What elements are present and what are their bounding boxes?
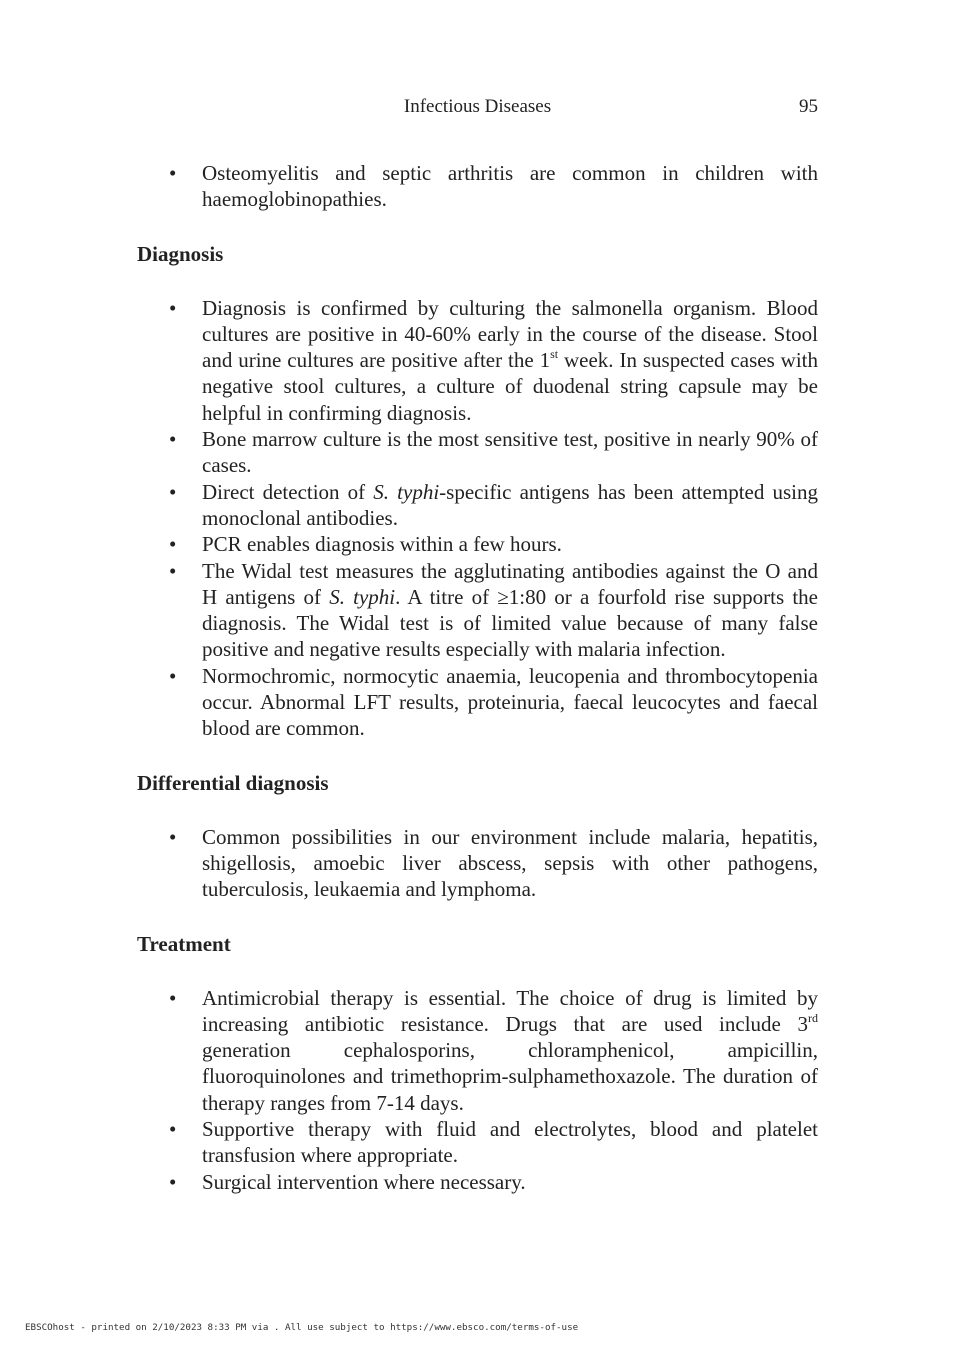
- text-run: week. In suspected cases with negative stool cultures, a culture of duodenal string capsule may be helpful in confirming diagnosis.: [202, 348, 818, 425]
- text-run: generation cephalosporins, chloramphenicol, ampicillin, fluoroquinolones and trimethoprim-sulphamethoxazole. The duration of therapy ranges from 7-14 days.: [202, 1038, 818, 1115]
- page-number: 95: [799, 96, 818, 117]
- list-item: [137, 295, 818, 426]
- list-item: [137, 663, 818, 742]
- superscript: rd: [808, 1010, 818, 1025]
- list-item: [137, 985, 818, 1116]
- bullet-glyph: •: [169, 161, 177, 185]
- list-item: [137, 531, 818, 557]
- treatment-list: [137, 985, 818, 1195]
- text-run: Diagnosis is confirmed by culturing the salmonella organism. Blood cultures are positive in 40-60% early in the course of the disease. Stool and urine cultures are positive after the 1: [202, 295, 818, 373]
- text-run: . A titre of ≥1:80 or a fourfold rise supports the diagnosis. The Widal test is of limited value because of many false positive and negative results especially with malaria infection.: [202, 584, 818, 662]
- list-item-text: [202, 296, 818, 425]
- list-item-text: Bone marrow culture is the most sensitive test, positive in nearly 90% of cases.: [202, 427, 818, 478]
- list-item: [137, 1116, 818, 1169]
- bullet-glyph: •: [169, 663, 177, 688]
- italic-species-name: S. typhi: [329, 584, 396, 609]
- list-item: [137, 824, 818, 903]
- bullet-glyph: •: [169, 1169, 177, 1194]
- list-item: [137, 160, 818, 213]
- section-heading-diagnosis: Diagnosis: [137, 241, 224, 266]
- list-item-text: Common possibilities in our environment include malaria, hepatitis, shigellosis, amoebic liver abscess, sepsis with other pathogens, tuberculosis, leukaemia and lymphoma.: [202, 824, 818, 902]
- bullet-glyph: •: [169, 824, 177, 849]
- list-item: [137, 1169, 818, 1195]
- print-footer: EBSCOhost - printed on 2/10/2023 8:33 PM via . All use subject to https://www.ebsco.com/terms-of-use: [25, 1322, 579, 1333]
- page-body: [137, 160, 818, 1195]
- bullet-glyph: •: [169, 295, 177, 320]
- list-item-text: [202, 986, 818, 1115]
- text-run: Antimicrobial therapy is essential. The choice of drug is limited by increasing antibiotic resistance. Drugs that are used include 3: [202, 985, 818, 1036]
- running-header-title: Infectious Diseases: [403, 96, 552, 117]
- intro-list: [137, 160, 818, 213]
- text-run: -specific antigens has been attempted using monoclonal antibodies.: [202, 479, 818, 530]
- list-item: [137, 479, 818, 532]
- differential-list: [137, 824, 818, 903]
- list-item: [137, 426, 818, 479]
- italic-species-name: S. typhi: [373, 479, 440, 504]
- text-run: The Widal test measures the agglutinating antibodies against the O and H antigens of: [202, 558, 818, 609]
- list-item: [137, 558, 818, 663]
- diagnosis-list: [137, 295, 818, 742]
- superscript: st: [550, 347, 559, 362]
- bullet-glyph: •: [169, 1117, 177, 1142]
- list-item-text: PCR enables diagnosis within a few hours.: [202, 532, 562, 557]
- bullet-glyph: •: [169, 558, 177, 583]
- list-item-text: [202, 480, 818, 530]
- bullet-glyph: •: [169, 985, 177, 1010]
- list-item-text: Normochromic, normocytic anaemia, leucopenia and thrombocytopenia occur. Abnormal LFT results, proteinuria, faecal leucocytes and faecal blood are common.: [202, 663, 818, 741]
- bullet-glyph: •: [169, 532, 177, 557]
- section-heading-differential-diagnosis: Differential diagnosis: [137, 770, 329, 795]
- list-item-text: Supportive therapy with fluid and electrolytes, blood and platelet transfusion where appropriate.: [202, 1117, 818, 1168]
- list-item-text: [202, 559, 818, 662]
- list-item-text: Osteomyelitis and septic arthritis are common in children with haemoglobinopathies.: [202, 161, 818, 212]
- running-header: [137, 96, 818, 122]
- text-run: Direct detection of: [202, 479, 374, 504]
- bullet-glyph: •: [169, 479, 177, 504]
- list-item-text: Surgical intervention where necessary.: [202, 1169, 526, 1194]
- section-heading-treatment: Treatment: [137, 931, 231, 956]
- bullet-glyph: •: [169, 427, 177, 452]
